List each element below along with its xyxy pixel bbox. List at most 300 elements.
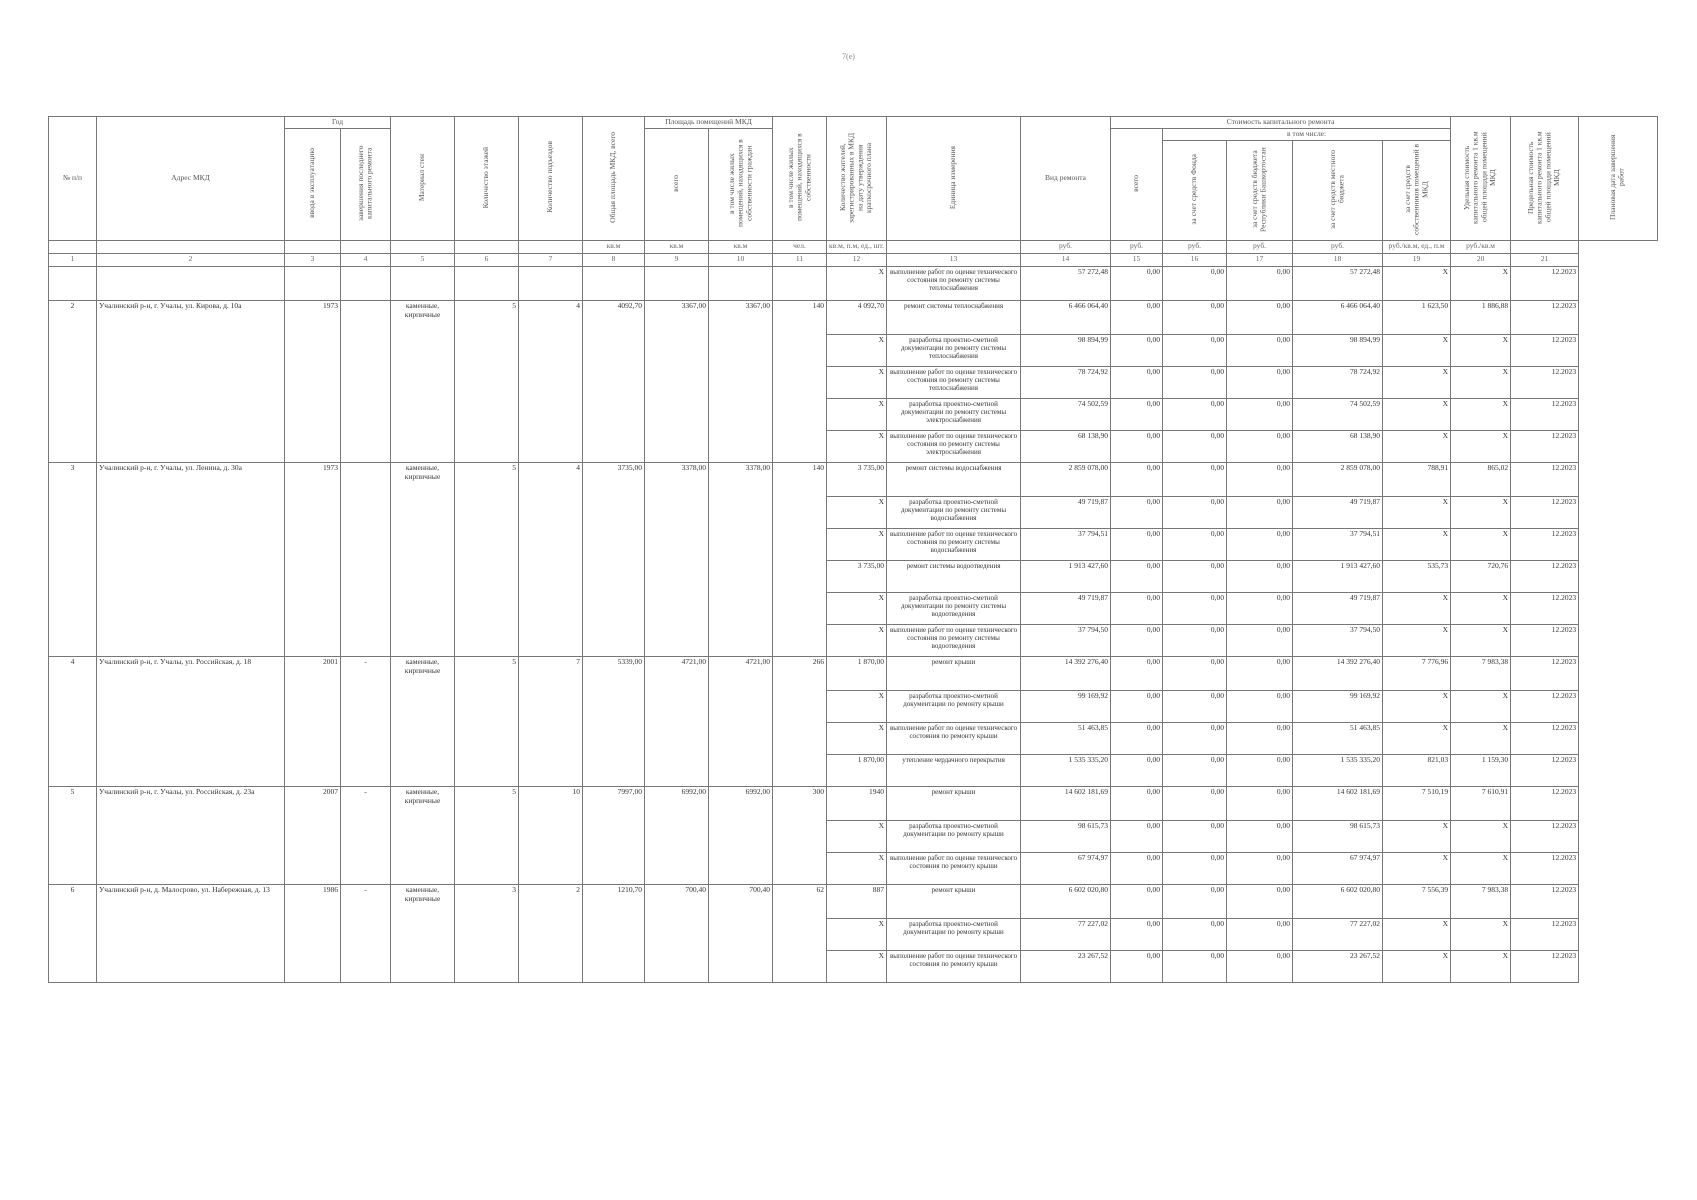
deadline-date: 12.2023 [1511,301,1579,335]
area-residential: 6992,00 [709,787,773,885]
cost-republic: 0,00 [1163,787,1227,821]
entrances-count: 2 [519,885,583,983]
header-total-area: Общая площадь МКД, всего [583,117,645,241]
cost-total: 67 974,97 [1021,853,1111,885]
header-year-group: Год [285,117,391,129]
building-address: Учалинский р-н, г. Учалы, ул. Ленина, д. 30а [97,463,285,657]
total-area: 3735,00 [583,463,645,657]
column-number: 2 [97,254,285,267]
building-number: 2 [49,301,97,463]
work-type: выполнение работ по оценке технического состояния по ремонту системы водоотведения [887,625,1021,657]
max-cost: X [1451,497,1511,529]
unit-cell: кв.м [583,241,645,254]
deadline-date: 12.2023 [1511,691,1579,723]
work-volume: X [827,497,887,529]
unit-cost: X [1383,723,1451,755]
cost-total: 77 227,02 [1021,919,1111,951]
cost-fund: 0,00 [1111,951,1163,983]
cost-republic: 0,00 [1163,367,1227,399]
cost-republic: 0,00 [1163,529,1227,561]
entrances-count: 10 [519,787,583,885]
cost-owners: 67 974,97 [1293,853,1383,885]
cost-local: 0,00 [1227,919,1293,951]
header-area-group: Площадь помещений МКД [645,117,773,129]
cost-owners: 68 138,90 [1293,431,1383,463]
area-residential: 3367,00 [709,301,773,463]
cost-fund: 0,00 [1111,463,1163,497]
units-row [49,241,1658,254]
work-type: выполнение работ по оценке технического состояния по ремонту системы теплоснабжения [887,267,1021,301]
cost-republic: 0,00 [1163,335,1227,367]
entrances-count: 4 [519,463,583,657]
cost-owners: 77 227,02 [1293,919,1383,951]
unit-cell: руб./кв.м, ед., п.м [1383,241,1451,254]
work-type: разработка проектно-сметной документации по ремонту системы теплоснабжения [887,335,1021,367]
cost-local: 0,00 [1227,691,1293,723]
cost-fund: 0,00 [1111,301,1163,335]
unit-cell: руб. [1293,241,1383,254]
deadline-date: 12.2023 [1511,755,1579,787]
unit-cell [455,241,519,254]
unit-cell: кв.м [645,241,709,254]
cost-republic: 0,00 [1163,301,1227,335]
unit-cell: руб. [1163,241,1227,254]
column-number: 16 [1163,254,1227,267]
column-numbers-row [49,254,1658,267]
total-area: 5339,00 [583,657,645,787]
work-type: ремонт крыши [887,787,1021,821]
cost-republic: 0,00 [1163,593,1227,625]
area-residential: 4721,00 [709,657,773,787]
cost-republic: 0,00 [1163,463,1227,497]
cost-total: 78 724,92 [1021,367,1111,399]
max-cost: X [1451,593,1511,625]
work-type: ремонт системы водоотведения [887,561,1021,593]
header-residents: Количество жителей, зарегистрированных в МКД на дату утверждения краткосрочного плана [827,117,887,241]
max-cost: 1 886,88 [1451,301,1511,335]
unit-cost: X [1383,625,1451,657]
unit-cell: руб. [1021,241,1111,254]
unit-cost: X [1383,399,1451,431]
area-residential: 3378,00 [709,463,773,657]
area-total: 3378,00 [645,463,709,657]
work-type: выполнение работ по оценке технического состояния по ремонту системы электроснабжения [887,431,1021,463]
work-type: утепление чердачного перекрытия [887,755,1021,787]
table-row [49,787,1658,821]
table-row [49,885,1658,919]
table-body [49,267,1658,983]
cost-local: 0,00 [1227,267,1293,301]
cost-fund: 0,00 [1111,787,1163,821]
cost-republic: 0,00 [1163,431,1227,463]
unit-cost: 7 556,39 [1383,885,1451,919]
unit-cost: X [1383,431,1451,463]
cost-owners: 6 466 064,40 [1293,301,1383,335]
work-volume: 3 735,00 [827,561,887,593]
work-type: разработка проектно-сметной документации по ремонту системы электроснабжения [887,399,1021,431]
cost-republic: 0,00 [1163,657,1227,691]
max-cost: 865,02 [1451,463,1511,497]
unit-cell: чел. [773,241,827,254]
deadline-date: 12.2023 [1511,723,1579,755]
cost-fund: 0,00 [1111,529,1163,561]
deadline-date: 12.2023 [1511,267,1579,301]
cost-fund: 0,00 [1111,497,1163,529]
unit-cell: руб. [1227,241,1293,254]
header-floors: Количество этажей [455,117,519,241]
work-type: выполнение работ по оценке технического состояния по ремонту крыши [887,853,1021,885]
year-built: 1986 [285,885,341,983]
header-entrances: Количество подъездов [519,117,583,241]
work-volume: X [827,919,887,951]
max-cost: 7 983,38 [1451,885,1511,919]
work-volume: 887 [827,885,887,919]
column-number: 5 [391,254,455,267]
header-deadline: Плановая дата завершения работ [1579,117,1658,241]
cost-total: 68 138,90 [1021,431,1111,463]
floors-count: 3 [455,885,519,983]
cost-fund: 0,00 [1111,657,1163,691]
max-cost: X [1451,267,1511,301]
column-number: 11 [773,254,827,267]
building-number: 6 [49,885,97,983]
cost-republic: 0,00 [1163,267,1227,301]
cost-total: 99 169,92 [1021,691,1111,723]
column-number: 3 [285,254,341,267]
wall-material: каменные, кирпичные [391,885,455,983]
header-work-type: Вид ремонта [1021,117,1111,241]
work-volume: X [827,399,887,431]
cost-owners: 98 894,99 [1293,335,1383,367]
year-built: 2007 [285,787,341,885]
cost-local: 0,00 [1227,853,1293,885]
building-number: 5 [49,787,97,885]
deadline-date: 12.2023 [1511,561,1579,593]
deadline-date: 12.2023 [1511,497,1579,529]
max-cost: X [1451,723,1511,755]
residents-count: 300 [773,787,827,885]
year-built: 1973 [285,301,341,463]
wall-material: каменные, кирпичные [391,301,455,463]
page-number: 7(e) [842,52,855,61]
cost-republic: 0,00 [1163,821,1227,853]
unit-cost: X [1383,529,1451,561]
cost-owners: 14 392 276,40 [1293,657,1383,691]
column-number: 1 [49,254,97,267]
work-volume: X [827,821,887,853]
cost-total: 49 719,87 [1021,497,1111,529]
unit-cost: X [1383,691,1451,723]
cost-republic: 0,00 [1163,885,1227,919]
work-volume: X [827,367,887,399]
cost-total: 98 615,73 [1021,821,1111,853]
cost-total: 6 602 020,80 [1021,885,1111,919]
area-total [645,267,709,301]
residents-count: 140 [773,301,827,463]
deadline-date: 12.2023 [1511,787,1579,821]
cost-total: 57 272,48 [1021,267,1111,301]
deadline-date: 12.2023 [1511,657,1579,691]
work-volume: 1940 [827,787,887,821]
cost-fund: 0,00 [1111,853,1163,885]
cost-local: 0,00 [1227,723,1293,755]
work-volume: X [827,723,887,755]
cost-fund: 0,00 [1111,593,1163,625]
max-cost: X [1451,951,1511,983]
wall-material: каменные, кирпичные [391,463,455,657]
deadline-date: 12.2023 [1511,431,1579,463]
header-cost-owners: за счет средств собственников помещений в МКД [1383,140,1451,241]
deadline-date: 12.2023 [1511,335,1579,367]
work-volume: X [827,593,887,625]
column-number: 13 [887,254,1021,267]
cost-fund: 0,00 [1111,561,1163,593]
total-area: 7997,00 [583,787,645,885]
cost-republic: 0,00 [1163,497,1227,529]
unit-cost: 7 510,19 [1383,787,1451,821]
deadline-date: 12.2023 [1511,399,1579,431]
cost-owners: 49 719,87 [1293,497,1383,529]
area-total: 3367,00 [645,301,709,463]
max-cost: X [1451,367,1511,399]
header-max-cost: Предельная стоимость капитального ремонта 1 кв.м общей площади помещений МКД [1511,117,1579,241]
residents-count: 140 [773,463,827,657]
deadline-date: 12.2023 [1511,853,1579,885]
unit-cell: кв.м [709,241,773,254]
cost-fund: 0,00 [1111,885,1163,919]
max-cost: X [1451,691,1511,723]
year-last-repair: - [341,787,391,885]
unit-cost: X [1383,853,1451,885]
building-address: Учалинский р-н, г. Учалы, ул. Российская, д. 18 [97,657,285,787]
deadline-date: 12.2023 [1511,919,1579,951]
table-row [49,267,1658,301]
header-cost-total: всего [1111,129,1163,241]
wall-material [391,267,455,301]
floors-count: 5 [455,657,519,787]
cost-fund: 0,00 [1111,755,1163,787]
cost-fund: 0,00 [1111,267,1163,301]
cost-fund: 0,00 [1111,335,1163,367]
cost-republic: 0,00 [1163,853,1227,885]
table-row [49,657,1658,691]
work-type: разработка проектно-сметной документации по ремонту крыши [887,691,1021,723]
year-last-repair: - [341,657,391,787]
cost-local: 0,00 [1227,301,1293,335]
column-number: 12 [827,254,887,267]
cost-owners: 74 502,59 [1293,399,1383,431]
work-type: выполнение работ по оценке технического состояния по ремонту крыши [887,723,1021,755]
cost-republic: 0,00 [1163,691,1227,723]
cost-total: 1 913 427,60 [1021,561,1111,593]
cost-fund: 0,00 [1111,431,1163,463]
column-number: 18 [1293,254,1383,267]
building-number: 4 [49,657,97,787]
header-address: Адрес МКД [97,117,285,241]
max-cost: 7 983,38 [1451,657,1511,691]
floors-count: 5 [455,463,519,657]
cost-owners: 37 794,50 [1293,625,1383,657]
residents-count: 62 [773,885,827,983]
unit-cost: 788,91 [1383,463,1451,497]
total-area [583,267,645,301]
unit-cost: 1 623,50 [1383,301,1451,335]
floors-count: 5 [455,301,519,463]
cost-total: 6 466 064,40 [1021,301,1111,335]
cost-owners: 14 602 181,69 [1293,787,1383,821]
work-volume: X [827,691,887,723]
cost-owners: 37 794,51 [1293,529,1383,561]
deadline-date: 12.2023 [1511,885,1579,919]
column-number: 6 [455,254,519,267]
unit-cost: X [1383,367,1451,399]
header-volume: Единица измерения [887,117,1021,241]
cost-fund: 0,00 [1111,399,1163,431]
cost-republic: 0,00 [1163,951,1227,983]
entrances-count: 4 [519,301,583,463]
cost-total: 14 392 276,40 [1021,657,1111,691]
header-unit-cost: Удельная стоимость капитального ремонта 1 кв.м общей площади помещений МКД [1451,117,1511,241]
unit-cell [391,241,455,254]
cost-owners: 1 535 335,20 [1293,755,1383,787]
cost-fund: 0,00 [1111,691,1163,723]
unit-cost: X [1383,919,1451,951]
cost-republic: 0,00 [1163,399,1227,431]
max-cost: X [1451,529,1511,561]
cost-owners: 51 463,85 [1293,723,1383,755]
year-built: 2001 [285,657,341,787]
year-last-repair [341,463,391,657]
unit-cost: 7 776,96 [1383,657,1451,691]
cost-total: 23 267,52 [1021,951,1111,983]
year-last-repair [341,301,391,463]
max-cost: 1 159,30 [1451,755,1511,787]
cost-fund: 0,00 [1111,919,1163,951]
work-volume: X [827,335,887,367]
building-address: Учалинский р-н, г. Учалы, ул. Кирова, д. 10а [97,301,285,463]
column-number: 9 [645,254,709,267]
area-residential [709,267,773,301]
cost-fund: 0,00 [1111,367,1163,399]
year-built: 1973 [285,463,341,657]
building-number: 3 [49,463,97,657]
year-last-repair [341,267,391,301]
column-number: 4 [341,254,391,267]
unit-cost: X [1383,497,1451,529]
cost-fund: 0,00 [1111,625,1163,657]
total-area: 4092,70 [583,301,645,463]
column-number: 8 [583,254,645,267]
cost-owners: 57 272,48 [1293,267,1383,301]
work-volume: 1 870,00 [827,657,887,691]
work-type: ремонт крыши [887,657,1021,691]
cost-local: 0,00 [1227,529,1293,561]
cost-owners: 23 267,52 [1293,951,1383,983]
max-cost: X [1451,625,1511,657]
unit-cell [97,241,285,254]
header-area-residential: в том числе жилых помещений, находящихся в собственности граждан [709,129,773,241]
cost-total: 74 502,59 [1021,399,1111,431]
table-row [49,301,1658,335]
cost-local: 0,00 [1227,787,1293,821]
unit-cell [341,241,391,254]
work-type: разработка проектно-сметной документации по ремонту крыши [887,919,1021,951]
header-area-total: всего [645,129,709,241]
unit-cost: X [1383,951,1451,983]
cost-republic: 0,00 [1163,723,1227,755]
work-volume: X [827,625,887,657]
unit-cost: 535,73 [1383,561,1451,593]
total-area: 1210,70 [583,885,645,983]
entrances-count: 7 [519,657,583,787]
area-total: 4721,00 [645,657,709,787]
max-cost: 720,76 [1451,561,1511,593]
wall-material: каменные, кирпичные [391,787,455,885]
cost-local: 0,00 [1227,885,1293,919]
header-year-last-repair: завершения последнего капитального ремонта [341,129,391,241]
unit-cell [285,241,341,254]
cost-local: 0,00 [1227,951,1293,983]
cost-fund: 0,00 [1111,821,1163,853]
area-total: 700,40 [645,885,709,983]
header-area-owned: в том числе жилых помещений, находящихся в собственности [773,117,827,241]
work-type: ремонт системы водоснабжения [887,463,1021,497]
work-type: выполнение работ по оценке технического состояния по ремонту системы теплоснабжения [887,367,1021,399]
cost-total: 1 535 335,20 [1021,755,1111,787]
floors-count: 5 [455,787,519,885]
deadline-date: 12.2023 [1511,463,1579,497]
max-cost: X [1451,853,1511,885]
cost-local: 0,00 [1227,821,1293,853]
cost-total: 98 894,99 [1021,335,1111,367]
cost-local: 0,00 [1227,497,1293,529]
unit-cost: X [1383,593,1451,625]
max-cost: X [1451,919,1511,951]
cost-local: 0,00 [1227,625,1293,657]
header-cost-local: за счет средств местного бюджета [1293,140,1383,241]
work-volume: X [827,431,887,463]
residents-count [773,267,827,301]
area-total: 6992,00 [645,787,709,885]
work-type: выполнение работ по оценке технического состояния по ремонту крыши [887,951,1021,983]
area-residential: 700,40 [709,885,773,983]
column-number: 10 [709,254,773,267]
max-cost: 7 610,91 [1451,787,1511,821]
deadline-date: 12.2023 [1511,625,1579,657]
column-number: 17 [1227,254,1293,267]
cost-local: 0,00 [1227,399,1293,431]
unit-cost: X [1383,335,1451,367]
deadline-date: 12.2023 [1511,593,1579,625]
header-year-built: ввода в эксплуатацию [285,129,341,241]
cost-local: 0,00 [1227,755,1293,787]
year-last-repair: - [341,885,391,983]
unit-cell: кв.м, п.м, ед., шт. [827,241,887,254]
unit-cost: 821,03 [1383,755,1451,787]
cost-local: 0,00 [1227,561,1293,593]
unit-cost: X [1383,267,1451,301]
unit-cost: X [1383,821,1451,853]
cost-total: 49 719,87 [1021,593,1111,625]
max-cost: X [1451,335,1511,367]
cost-local: 0,00 [1227,431,1293,463]
cost-republic: 0,00 [1163,919,1227,951]
building-number [49,267,97,301]
work-volume: X [827,529,887,561]
header-no: № п/п [49,117,97,241]
cost-owners: 6 602 020,80 [1293,885,1383,919]
building-address: Учалинский р-н, д. Малосрово, ул. Набережная, д. 13 [97,885,285,983]
